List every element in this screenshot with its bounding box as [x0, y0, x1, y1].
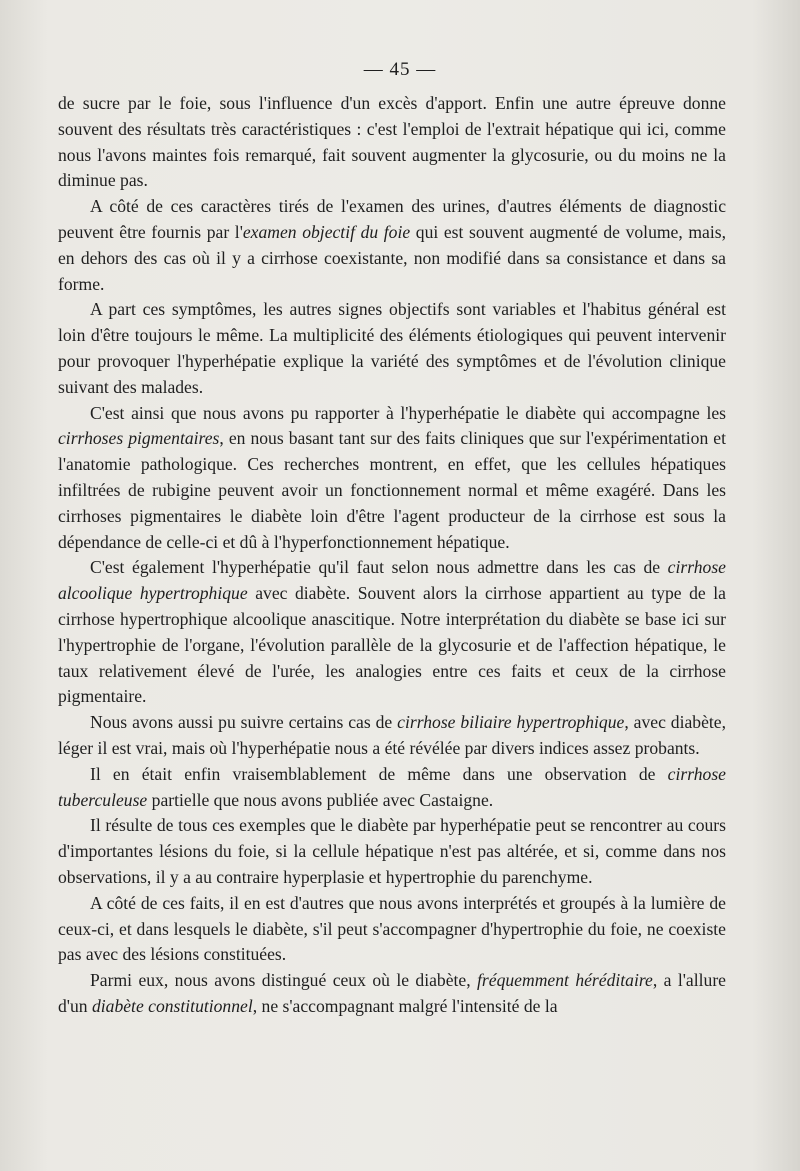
text-run: C'est ainsi que nous avons pu rapporter à l'hyperhépatie le diabète qui accompagne les [90, 402, 726, 423]
text-run: Il en était enfin vraisemblablement de même dans une observation de [90, 763, 668, 784]
italic-term: cirrhose biliaire hypertrophique [397, 712, 625, 733]
page-number: — 45 — [363, 59, 437, 80]
paragraph-p5 [58, 555, 726, 710]
paragraph-p1 [58, 91, 726, 194]
text-run: , avec diabète, léger il est vrai, mais où l'hyperhépatie nous a été révélée par divers indices assez probants. [58, 712, 726, 758]
paragraph-p9 [58, 891, 726, 968]
text-run: , ne s'accompagnant malgré l'intensité de la [252, 995, 558, 1016]
text-run: avec diabète. Souvent alors la cirrhose appartient au type de la cirrhose hypertrophique alcoolique anascitique. Notre interprétation du diabète se base ici sur l'hypertrophie de l'organe, l'évolution parallèle de la glycosurie et de l'affection hépatique, le taux relativement élevé de l'urée, les analogies entre ces faits et ceux de la cirrhose pigmentaire. [58, 583, 726, 707]
text-run: , a l'allure d'un [58, 970, 726, 1016]
italic-term: fréquemment héréditaire [477, 970, 653, 991]
italic-term: cirrhose tuberculeuse [58, 763, 726, 810]
paragraph-p6 [58, 710, 726, 762]
text-run: de sucre par le foie, sous l'influence d'un excès d'apport. Enfin une autre épreuve donne souvent des résultats très caractéristiques : c'est l'emploi de l'extrait hépatique qui ici, comme nous l'avons maintes fois remarqué, fait souvent augmenter la glycosurie, ou du moins ne la diminue pas. [58, 93, 726, 191]
text-run: A côté de ces faits, il en est d'autres que nous avons interprétés et groupés à la lumière de ceux-ci, et dans lesquels le diabète, s'il peut s'accompagner d'hypertrophie du foie, ne coexiste pas avec des lésions constituées. [58, 892, 726, 965]
italic-term: cirrhoses pigmentaires [58, 428, 220, 449]
text-run: A part ces symptômes, les autres signes objectifs sont variables et l'habitus général est loin d'être toujours le même. La multiplicité des éléments étiologiques qui peuvent intervenir pour provoquer l'hyperhépatie explique la variété des symptômes et de l'évolution clinique suivant des malades. [58, 299, 726, 397]
italic-term: examen objectif du foie [242, 221, 411, 242]
paragraph-p7 [58, 762, 726, 814]
paragraph-p10 [58, 968, 726, 1020]
paragraph-p8 [58, 813, 726, 890]
text-run: qui est souvent augmenté de volume, mais, en dehors des cas où il y a cirrhose coexistante, non modifié dans sa consistance et dans sa forme. [58, 221, 726, 294]
text-run: Nous avons aussi pu suivre certains cas de [90, 712, 398, 733]
body-text [58, 91, 726, 1020]
italic-term: diabète constitutionnel [91, 995, 253, 1016]
paragraph-p2 [58, 194, 726, 297]
text-run: partielle que nous avons publiée avec Castaigne. [147, 789, 494, 810]
text-run: , en nous basant tant sur des faits cliniques que sur l'expérimentation et l'anatomie pathologique. Ces recherches montrent, en effet, que les cellules hépatiques infiltrées de rubigine peuvent avoir un fonctionnement normal et même exagéré. Dans les cirrhoses pigmentaires le diabète loin d'être l'agent producteur de la cirrhose est sous la dépendance de celle-ci et dû à l'hyperfonctionnement hépatique. [58, 428, 726, 552]
paragraph-p4 [58, 401, 726, 556]
text-run: Parmi eux, nous avons distingué ceux où le diabète, [90, 970, 478, 991]
text-run: A côté de ces caractères tirés de l'examen des urines, d'autres éléments de diagnostic peuvent être fournis par l' [58, 196, 726, 242]
italic-term: cirrhose alcoolique hypertrophique [58, 557, 726, 604]
paragraph-p3 [58, 297, 726, 400]
text-run: C'est également l'hyperhépatie qu'il faut selon nous admettre dans les cas de [90, 557, 668, 578]
text-run: Il résulte de tous ces exemples que le diabète par hyperhépatie peut se rencontrer au cours d'importantes lésions du foie, si la cellule hépatique n'est pas altérée, et si, comme dans nos observations, il y a au contraire hyperplasie et hypertrophie du parenchyme. [58, 815, 726, 887]
